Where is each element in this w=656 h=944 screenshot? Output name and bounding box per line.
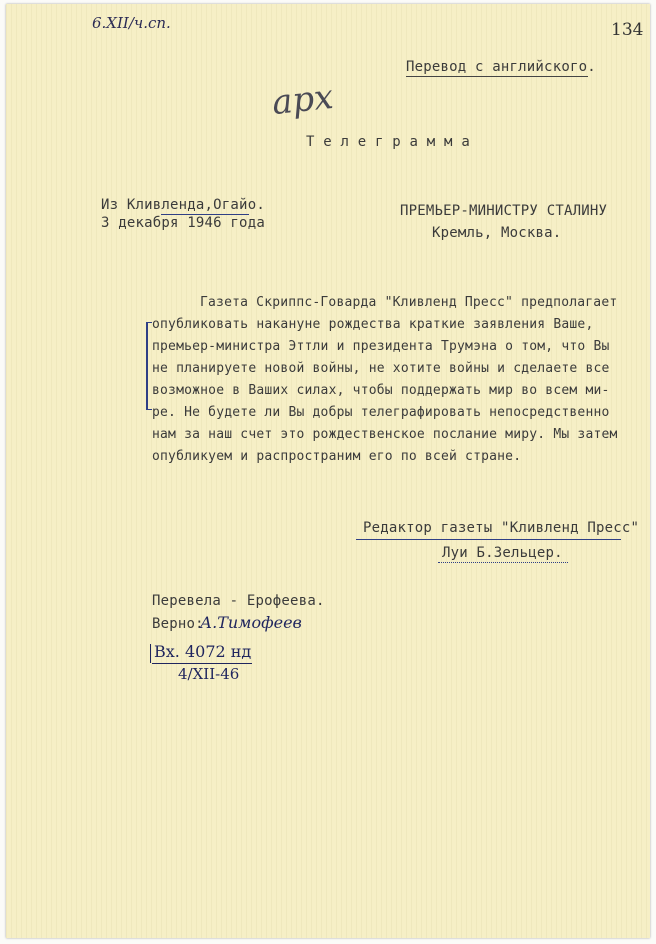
- paper-sheet: [6, 4, 650, 938]
- incoming-number: Вх. 4072 нд: [154, 642, 252, 661]
- margin-bracket-mark: [146, 322, 152, 410]
- signature-name: Луи Б.Зельцер.: [442, 545, 563, 561]
- addressee-name: ПРЕМЬЕР-МИНИСТРУ СТАЛИНУ: [400, 203, 608, 219]
- handwritten-date-note: 6.XII/ч.сп.: [92, 14, 171, 32]
- sender-date: 3 декабря 1946 года: [101, 215, 265, 231]
- incoming-date: 4/XII-46: [178, 665, 240, 683]
- page-number: 134: [611, 20, 644, 40]
- body-line: не планируете новой войны, не хотите войны и сделаете все: [152, 361, 610, 376]
- document-type-heading: Т е л е г р а м м а: [306, 134, 470, 150]
- addressee-location: Кремль, Москва.: [432, 225, 562, 241]
- incoming-number-underline: [152, 663, 252, 664]
- body-line: опубликуем и распространим его по всей стране.: [152, 449, 522, 464]
- body-line: нам за наш счет это рождественское послание миру. Мы затем: [152, 427, 618, 442]
- translation-note-underline: [406, 76, 588, 77]
- verified-label: Верно:: [152, 616, 204, 632]
- body-line: опубликовать накануне рождества краткие заявления Ваше,: [152, 317, 594, 332]
- translation-note: Перевод с английского.: [406, 59, 596, 75]
- body-line: Газета Скриппс-Говарда "Кливленд Пресс" предполагает: [200, 295, 618, 310]
- signature-name-underline: [438, 562, 568, 563]
- signature-title: Редактор газеты "Кливленд Пресс": [363, 520, 640, 536]
- resolution-mark: арх: [270, 76, 336, 124]
- body-line: премьер-министра Эттли и президента Трумэна о том, что Вы: [152, 339, 610, 354]
- verifier-signature: А.Тимофеев: [200, 613, 302, 632]
- translator-line: Перевела - Ерофеева.: [152, 593, 325, 609]
- sender-place: Из Кливленда,Огайо.: [101, 197, 265, 213]
- body-line: возможное в Ваших силах, чтобы поддержать мир во всем ми-: [152, 383, 610, 398]
- body-line: ре. Не будете ли Вы добры телеграфировать непосредственно: [152, 405, 610, 420]
- signature-title-underline: [356, 539, 621, 540]
- incoming-number-left-bar: [150, 644, 151, 663]
